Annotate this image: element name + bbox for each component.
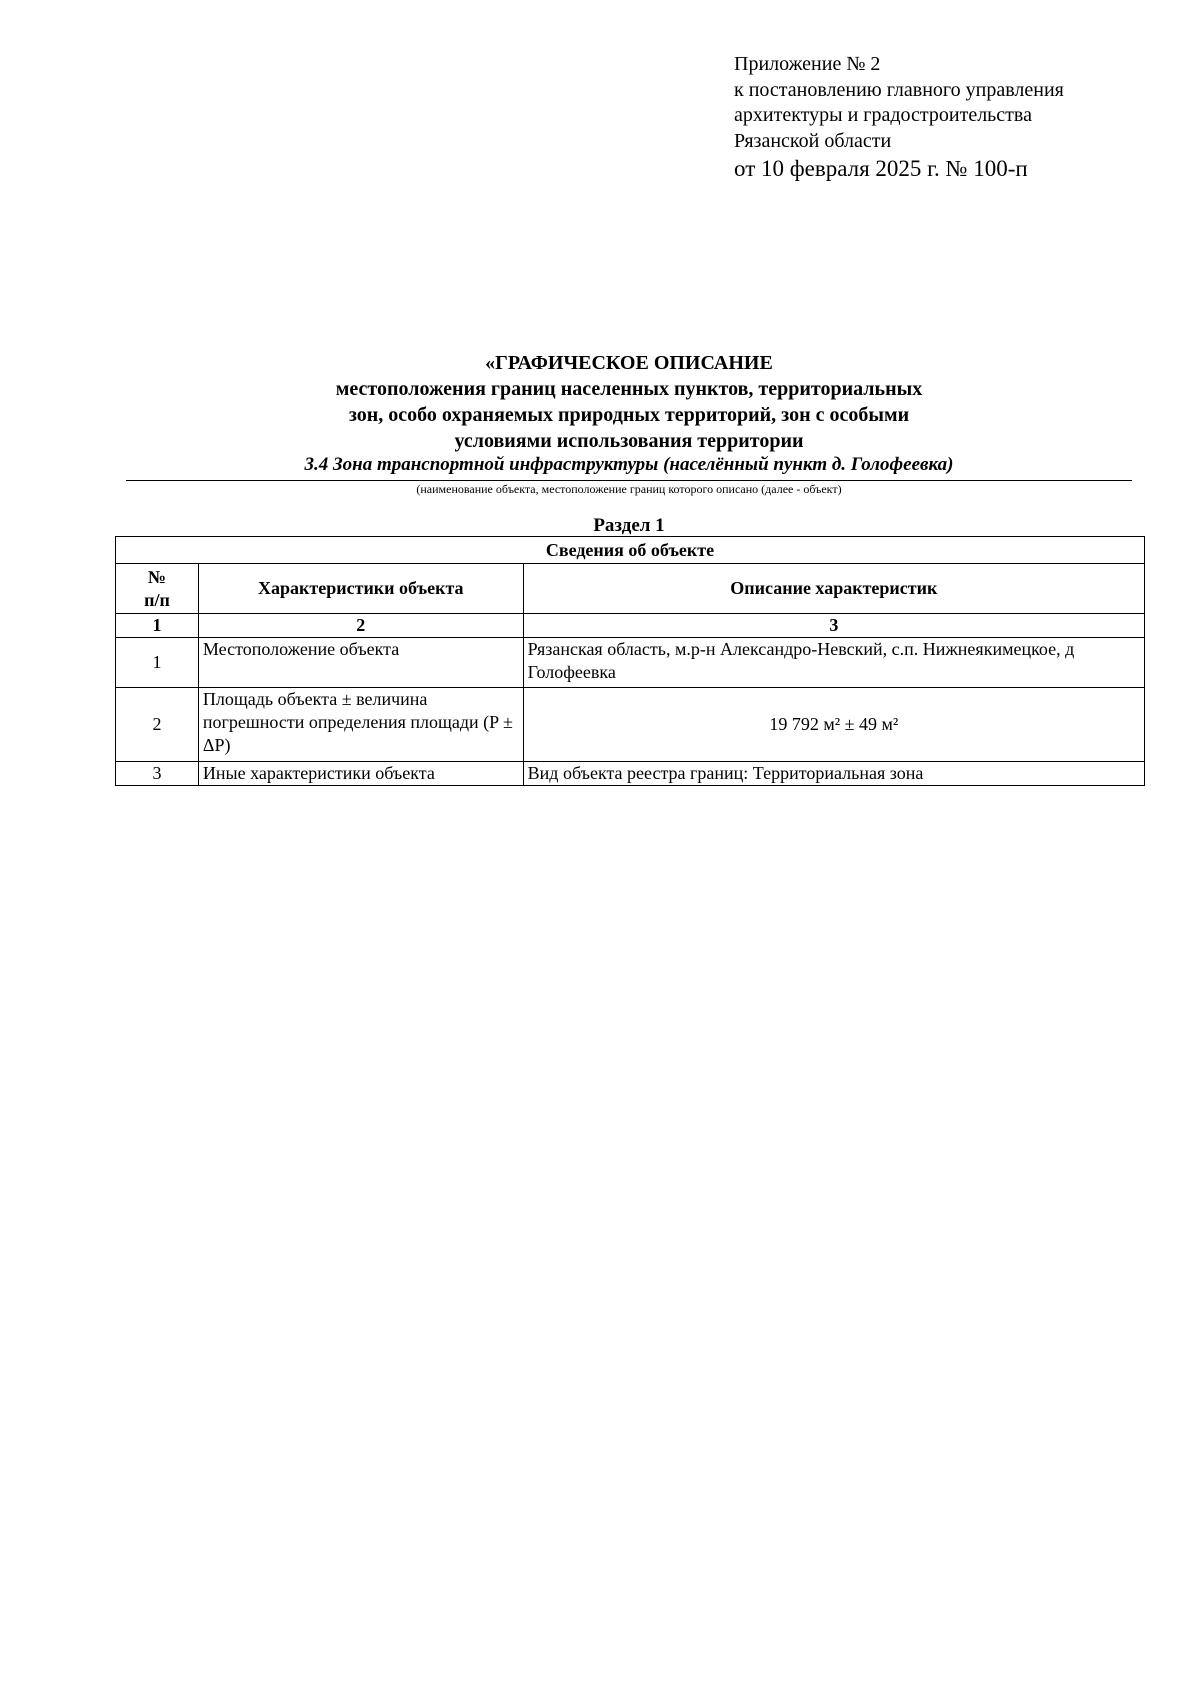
column-number: 2 xyxy=(198,614,523,638)
object-name-caption: (наименование объекта, местоположение границ которого описано (далее - объект) xyxy=(416,482,842,496)
column-number: 3 xyxy=(523,614,1144,638)
appendix-block xyxy=(734,52,1064,184)
header-description: Описание характеристик xyxy=(523,564,1144,614)
header-characteristics: Характеристики объекта xyxy=(198,564,523,614)
header-num-line2: п/п xyxy=(144,589,170,610)
column-number: 1 xyxy=(116,614,199,638)
title-line-2: местоположения границ населенных пунктов, территориальных xyxy=(335,378,923,400)
title-line-4: условиями использования территории xyxy=(454,430,804,452)
row-description: Рязанская область, м.р-н Александро-Невский, с.п. Нижнеякимецкое, д Голофеевка xyxy=(523,638,1144,688)
appendix-line-3: архитектуры и градостроительства xyxy=(734,104,1032,126)
appendix-line-1: Приложение № 2 xyxy=(734,53,881,75)
table-row xyxy=(116,638,1145,688)
document-title xyxy=(126,350,1132,476)
row-number: 3 xyxy=(116,762,199,786)
header-num xyxy=(116,564,199,614)
row-characteristic: Местоположение объекта xyxy=(198,638,523,688)
column-number-row xyxy=(116,614,1145,638)
table-row xyxy=(116,688,1145,762)
row-characteristic: Иные характеристики объекта xyxy=(198,762,523,786)
section-title: Раздел 1 xyxy=(593,515,665,536)
row-characteristic: Площадь объекта ± величина погрешности определения площади (P ± ΔP) xyxy=(198,688,523,762)
row-number: 2 xyxy=(116,688,199,762)
title-line-3: зон, особо охраняемых природных территорий, зон с особыми xyxy=(348,404,910,426)
row-number: 1 xyxy=(116,638,199,688)
header-num-line1: № xyxy=(147,566,166,587)
appendix-line-4: Рязанской области xyxy=(734,129,892,152)
table-title: Сведения об объекте xyxy=(116,537,1145,564)
table-title-row xyxy=(116,537,1145,564)
row-description: Вид объекта реестра границ: Территориальная зона xyxy=(523,762,1144,786)
appendix-date-line: от 10 февраля 2025 г. № 100-п xyxy=(734,156,1028,181)
row-description: 19 792 м² ± 49 м² xyxy=(523,688,1144,762)
object-name: 3.4 Зона транспортной инфраструктуры (населённый пункт д. Голофеевка) xyxy=(304,454,954,475)
table-row xyxy=(116,762,1145,786)
object-info-table xyxy=(115,536,1145,786)
object-name-underline xyxy=(126,480,1132,481)
table-header-row xyxy=(116,564,1145,614)
title-line-1: «ГРАФИЧЕСКОЕ ОПИСАНИЕ xyxy=(485,352,773,374)
appendix-line-2: к постановлению главного управления xyxy=(734,78,1064,101)
